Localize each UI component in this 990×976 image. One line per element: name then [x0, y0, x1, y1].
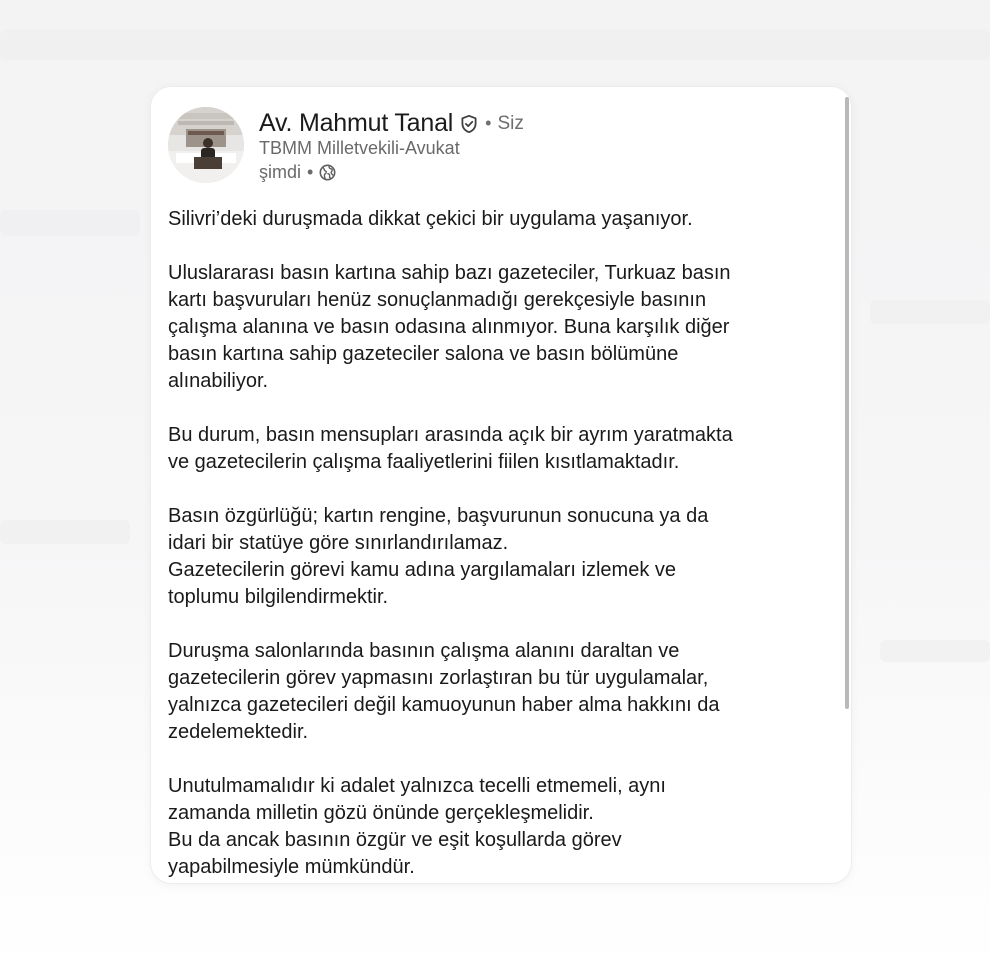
- background-blur-block: [0, 30, 990, 60]
- post-text-line: yapabilmesiyle mümkündür.: [168, 856, 415, 878]
- post-meta: [259, 162, 336, 183]
- post-text-line: Bu durum, basın mensupları arasında açık bir ayrım yaratmakta: [168, 424, 733, 446]
- post-paragraph: [168, 206, 838, 233]
- post-text-line: Uluslararası basın kartına sahip bazı gazeteciler, Turkuaz basın: [168, 262, 731, 284]
- background-blur-block: [0, 210, 140, 236]
- post-text-line: kartı başvuruları henüz sonuçlanmadığı gerekçesiyle basının: [168, 289, 707, 311]
- avatar[interactable]: [168, 107, 244, 183]
- post-text-line: basın kartına sahip gazeteciler salona ve basın bölümüne: [168, 343, 679, 365]
- post-text-line: alınabiliyor.: [168, 370, 269, 392]
- post-paragraph: [168, 773, 838, 881]
- author-headline: TBMM Milletvekili-Avukat: [259, 138, 460, 158]
- globe-icon: [319, 164, 336, 181]
- post-text-line: zamanda milletin gözü önünde gerçekleşmelidir.: [168, 802, 594, 824]
- post-text-line: ve gazetecilerin çalışma faaliyetlerini fiilen kısıtlamaktadır.: [168, 451, 680, 473]
- post-text-line: Silivri’deki duruşmada dikkat çekici bir uygulama yaşanıyor.: [168, 208, 693, 230]
- post-text-line: idari bir statüye göre sınırlandırılamaz.: [168, 532, 509, 554]
- post-text-line: Unutulmamalıdır ki adalet yalnızca tecelli etmemeli, aynı: [168, 775, 666, 797]
- shield-check-icon: [459, 114, 479, 134]
- post-text-line: Basın özgürlüğü; kartın rengine, başvurunun sonucuna ya da: [168, 505, 709, 527]
- author-row: [259, 109, 524, 138]
- post-text-line: yalnızca gazetecileri değil kamuoyunun haber alma hakkını da: [168, 694, 720, 716]
- post-card: [151, 87, 851, 883]
- separator-dot: •: [485, 113, 492, 133]
- post-paragraph: [168, 260, 838, 395]
- relation-label: Siz: [497, 112, 524, 134]
- separator-dot: •: [307, 162, 314, 182]
- post-text-line: Duruşma salonlarında basının çalışma alanını daraltan ve: [168, 640, 680, 662]
- background-blur-block: [880, 640, 990, 662]
- post-text: [168, 206, 838, 883]
- post-text-line: gazetecilerin görev yapmasını zorlaştıran bu tür uygulamalar,: [168, 667, 709, 689]
- background-blur-block: [870, 300, 990, 324]
- post-paragraph: [168, 503, 838, 611]
- post-paragraph: [168, 638, 838, 746]
- avatar-photo: [168, 107, 244, 183]
- post-text-line: zedelemektedir.: [168, 721, 309, 743]
- post-text-line: çalışma alanına ve basın odasına alınmıyor. Buna karşılık diğer: [168, 316, 730, 338]
- post-text-line: toplumu bilgilendirmektir.: [168, 586, 389, 608]
- post-text-line: Bu da ancak basının özgür ve eşit koşullarda görev: [168, 829, 622, 851]
- background-blur-block: [0, 520, 130, 544]
- post-time: şimdi: [259, 162, 302, 182]
- author-name[interactable]: Av. Mahmut Tanal: [259, 109, 454, 137]
- post-text-line: Gazetecilerin görevi kamu adına yargılamaları izlemek ve: [168, 559, 676, 581]
- scrollbar[interactable]: [845, 97, 849, 709]
- post-paragraph: [168, 422, 838, 476]
